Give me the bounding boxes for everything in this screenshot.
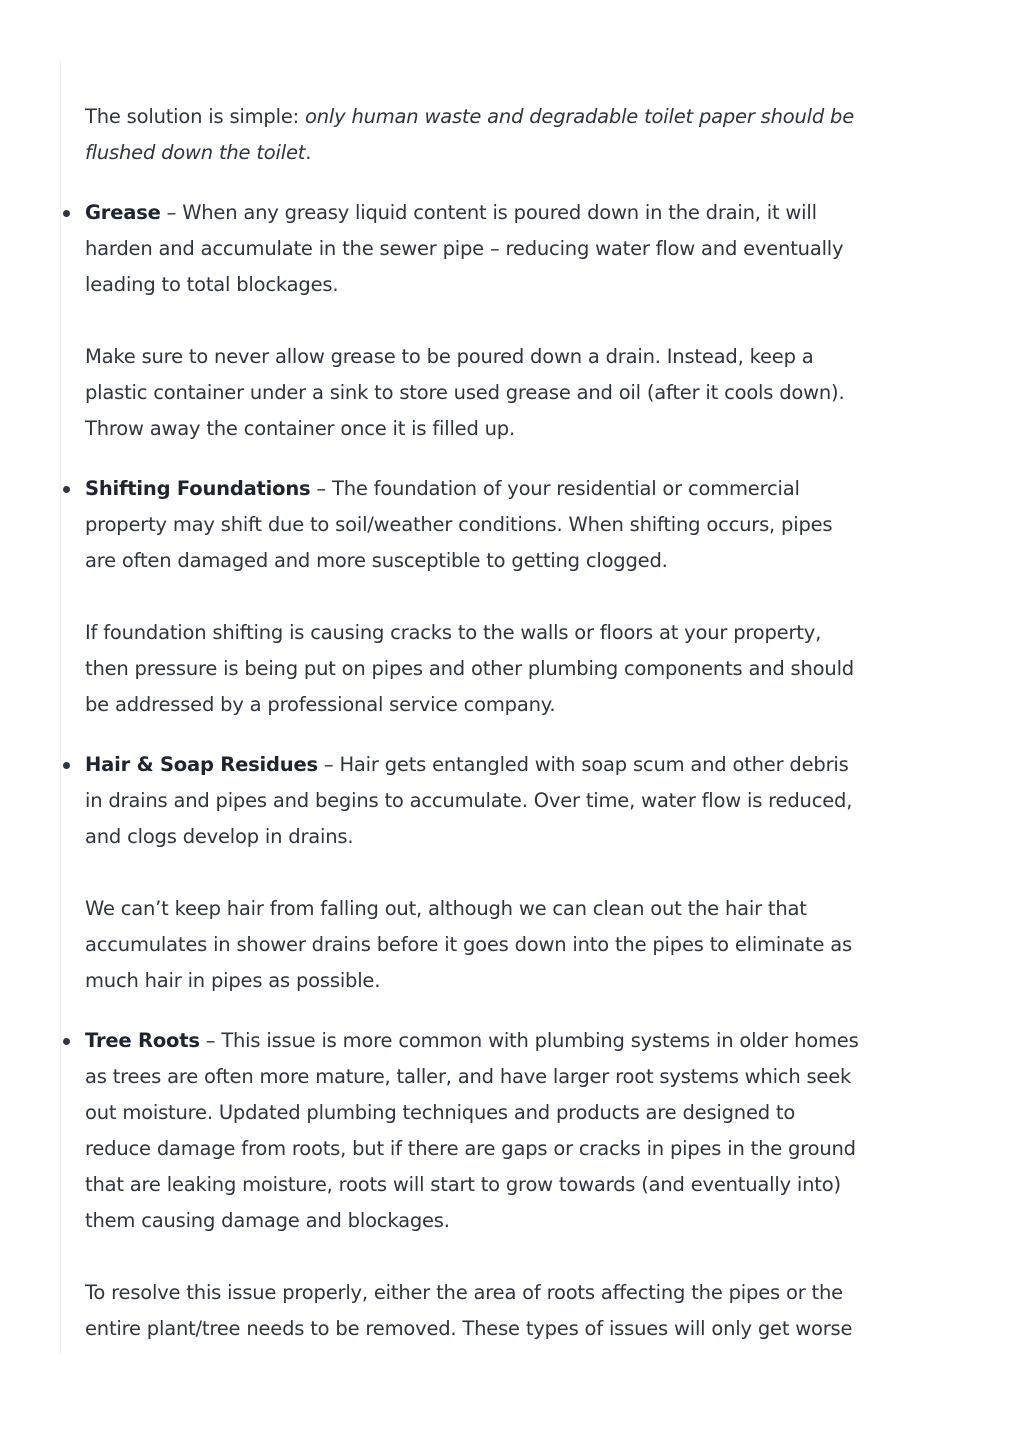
intro-paragraph [85,99,860,171]
list-item-tree-roots [85,1023,860,1347]
list-item-title: Hair & Soap Residues [85,753,318,776]
list-item-text: – This issue is more common with plumbing systems in older homes as trees are often more mature, taller, and have larger root systems which seek out moisture. Updated plumbing techniques and products are designed to reduce damage from roots, but if there are gaps or cracks in pipes in the ground that are leaking moisture, roots will start to grow towards (and eventually into) them causing damage and blockages. [85,1029,859,1232]
causes-list [85,195,860,1347]
list-item-followup: Make sure to never allow grease to be poured down a drain. Instead, keep a plastic container under a sink to store used grease and oil (after it cools down). Throw away the container once it is filled up. [85,345,845,440]
list-item-title: Tree Roots [85,1029,200,1052]
list-item-paragraph [85,471,860,579]
list-item-text: – When any greasy liquid content is poured down in the drain, it will harden and accumulate in the sewer pipe – reducing water flow and eventually leading to total blockages. [85,201,844,296]
list-item-paragraph [85,195,860,303]
intro-emphasis: only human waste and degradable toilet paper should be flushed down the toilet [85,105,855,164]
list-item-text: – The foundation of your residential or commercial property may shift due to soil/weather conditions. When shifting occurs, pipes are often damaged and more susceptible to getting clogged. [85,477,833,572]
list-item-hair-soap-residues [85,747,860,999]
list-item-grease [85,195,860,447]
list-item-paragraph [85,747,860,855]
list-item-title: Shifting Foundations [85,477,311,500]
list-item-text: – Hair gets entangled with soap scum and other debris in drains and pipes and begins to accumulate. Over time, water flow is reduced, and clogs develop in drains. [85,753,853,848]
intro-prefix: The solution is simple: [85,105,305,128]
intro-suffix: . [305,141,312,164]
list-item-followup: To resolve this issue properly, either the area of roots affecting the pipes or the entire plant/tree needs to be removed. These types of issues will only get worse [85,1281,853,1340]
list-item-paragraph [85,1023,860,1239]
list-item-shifting-foundations [85,471,860,723]
list-item-title: Grease [85,201,161,224]
article-body [85,99,860,1371]
list-item-followup: We can’t keep hair from falling out, although we can clean out the hair that accumulates in shower drains before it goes down into the pipes to eliminate as much hair in pipes as possible. [85,897,852,992]
list-item-followup: If foundation shifting is causing cracks to the walls or floors at your property, then pressure is being put on pipes and other plumbing components and should be addressed by a professional service company. [85,621,854,716]
